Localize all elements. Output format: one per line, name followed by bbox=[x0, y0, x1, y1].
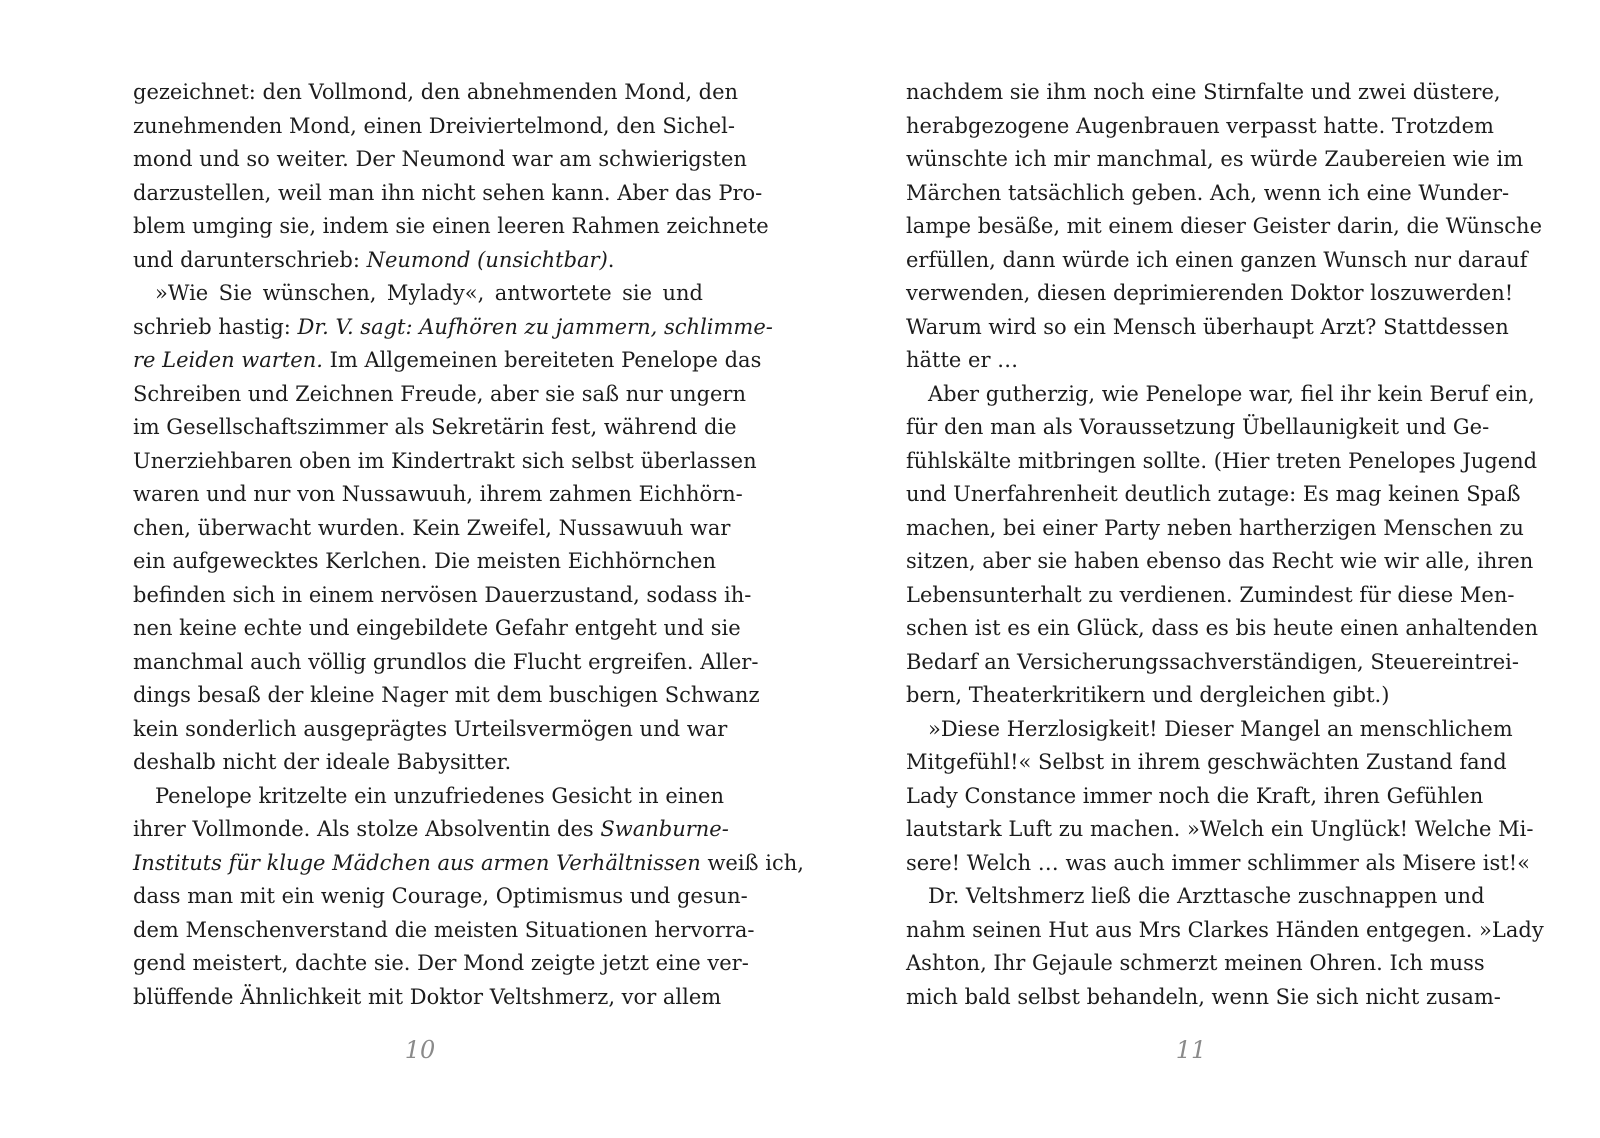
text-segment: Aber gutherzig, wie Penelope war, fiel ihr kein Beruf ein, bbox=[928, 381, 1535, 406]
text-line bbox=[133, 646, 759, 680]
text-line bbox=[906, 177, 1510, 211]
right-page bbox=[906, 76, 1544, 1014]
text-line bbox=[906, 478, 1521, 512]
text-segment: . bbox=[607, 247, 615, 272]
text-segment: herabgezogene Augenbrauen verpasst hatte. Trotzdem bbox=[906, 113, 1494, 138]
text-line bbox=[906, 311, 1509, 345]
text-segment: chen, überwacht wurden. Kein Zweifel, Nussawuuh war bbox=[133, 515, 731, 540]
italic-text: Dr. V. sagt: Aufhören zu jammern, schlimme- bbox=[297, 314, 773, 339]
italic-text: Instituts für kluge Mädchen aus armen Verhältnissen bbox=[133, 850, 701, 875]
text-segment: Unerziehbaren oben im Kindertrakt sich selbst überlassen bbox=[133, 448, 757, 473]
text-segment: wünschte ich mir manchmal, es würde Zaubereien wie im bbox=[906, 147, 1524, 171]
text-line bbox=[133, 579, 752, 613]
text-segment: waren und nur von Nussawuuh, ihrem zahmen Eichhörn- bbox=[133, 482, 743, 506]
text-segment: nen keine echte und eingebildete Gefahr entgeht und sie bbox=[133, 616, 741, 640]
text-line bbox=[906, 277, 1514, 311]
text-line bbox=[906, 445, 1538, 479]
text-line bbox=[133, 679, 760, 713]
text-segment: Warum wird so ein Mensch überhaupt Arzt? Stattdessen bbox=[906, 314, 1509, 339]
text-line bbox=[133, 981, 722, 1015]
italic-text: re Leiden warten. bbox=[133, 348, 323, 372]
text-line bbox=[133, 780, 724, 814]
text-segment: mond und so weiter. Der Neumond war am schwierigsten bbox=[133, 147, 747, 171]
text-line bbox=[133, 110, 735, 144]
text-line bbox=[133, 746, 703, 780]
text-line bbox=[133, 311, 773, 345]
text-segment: für den man als Voraussetzung Übellaunigkeit und Ge- bbox=[906, 415, 1490, 439]
text-line bbox=[906, 244, 1528, 278]
text-line bbox=[133, 478, 743, 512]
text-segment: hätte er … bbox=[906, 348, 1019, 372]
text-line bbox=[133, 378, 746, 412]
text-segment: Penelope kritzelte ein unzufriedenes Gesicht in einen bbox=[155, 783, 724, 808]
text-segment: gezeichnet: den Vollmond, den abnehmenden Mond, den bbox=[133, 80, 739, 104]
text-segment: bern, Theaterkritikern und dergleichen gibt.) bbox=[906, 683, 1390, 707]
text-line bbox=[133, 411, 737, 445]
text-segment: dem Menschenverstand die meisten Situationen hervorra- bbox=[133, 917, 755, 942]
text-segment: darzustellen, weil man ihn nicht sehen kann. Aber das Pro- bbox=[133, 180, 763, 205]
text-line bbox=[133, 880, 748, 914]
text-line bbox=[906, 780, 1484, 814]
text-line bbox=[133, 143, 747, 177]
text-line bbox=[906, 746, 1507, 780]
text-line bbox=[133, 76, 739, 110]
text-segment: und Unerfahrenheit deutlich zutage: Es mag keinen Spaß bbox=[906, 482, 1521, 506]
text-line bbox=[133, 713, 728, 747]
text-line bbox=[906, 411, 1490, 445]
text-line bbox=[133, 177, 763, 211]
text-segment: Im Allgemeinen bereiteten Penelope das bbox=[322, 348, 762, 372]
text-segment: Schreiben und Zeichnen Freude, aber sie saß nur ungern bbox=[133, 381, 746, 406]
text-segment: »Wie Sie wünschen, Mylady«, antwortete sie und bbox=[155, 281, 703, 305]
text-line bbox=[906, 210, 1543, 244]
text-segment: ihrer Vollmonde. Als stolze Absolventin des bbox=[133, 817, 601, 841]
text-segment: erfüllen, dann würde ich einen ganzen Wunsch nur darauf bbox=[906, 247, 1528, 272]
text-line bbox=[906, 344, 1476, 378]
text-line bbox=[906, 679, 1476, 713]
text-segment: mich bald selbst behandeln, wenn Sie sich nicht zusam- bbox=[906, 984, 1501, 1009]
text-segment: deshalb nicht der ideale Babysitter. bbox=[133, 750, 512, 774]
text-line bbox=[906, 646, 1519, 680]
text-segment: ein aufgewecktes Kerlchen. Die meisten Eichhörnchen bbox=[133, 549, 716, 573]
text-segment: lampe besäße, mit einem dieser Geister darin, die Wünsche bbox=[906, 214, 1543, 238]
text-line bbox=[906, 947, 1485, 981]
text-line bbox=[906, 713, 1513, 747]
text-line bbox=[906, 110, 1494, 144]
text-segment: »Diese Herzlosigkeit! Dieser Mangel an menschlichem bbox=[928, 716, 1513, 741]
text-line bbox=[906, 612, 1538, 646]
text-segment: sere! Welch … was auch immer schlimmer als Misere ist!« bbox=[906, 850, 1531, 875]
text-line bbox=[133, 277, 703, 311]
text-line bbox=[906, 981, 1501, 1015]
text-line bbox=[133, 210, 769, 244]
text-segment: dings besaß der kleine Nager mit dem buschigen Schwanz bbox=[133, 683, 760, 707]
text-segment: nahm seinen Hut aus Mrs Clarkes Händen entgegen. »Lady bbox=[906, 917, 1544, 942]
text-segment: machen, bei einer Party neben hartherzigen Menschen zu bbox=[906, 515, 1524, 540]
right-page-number: 11 bbox=[1175, 1036, 1207, 1064]
text-segment: Bedarf an Versicherungssachverständigen, Steuereintrei- bbox=[906, 649, 1519, 674]
text-segment: Mitgefühl!« Selbst in ihrem geschwächten Zustand fand bbox=[906, 750, 1507, 774]
text-segment: Lady Constance immer noch die Kraft, ihren Gefühlen bbox=[906, 783, 1484, 808]
text-segment: Lebensunterhalt zu verdienen. Zumindest für diese Men- bbox=[906, 582, 1515, 607]
text-line bbox=[906, 143, 1524, 177]
text-segment: verwenden, diesen deprimierenden Doktor loszuwerden! bbox=[906, 281, 1514, 305]
text-line bbox=[906, 880, 1485, 914]
text-line bbox=[133, 244, 703, 278]
left-page-text bbox=[133, 76, 804, 1014]
text-segment: lautstark Luft zu machen. »Welch ein Unglück! Welche Mi- bbox=[906, 817, 1534, 841]
text-line bbox=[906, 579, 1515, 613]
text-segment: schen ist es ein Glück, dass es bis heute einen anhaltenden bbox=[906, 616, 1538, 640]
text-line bbox=[133, 612, 741, 646]
text-line bbox=[906, 76, 1501, 110]
italic-text: Neumond (unsichtbar) bbox=[366, 247, 608, 272]
text-segment: sitzen, aber sie haben ebenso das Recht wie wir alle, ihren bbox=[906, 549, 1534, 573]
text-segment: schrieb hastig: bbox=[133, 314, 298, 339]
text-line bbox=[133, 947, 749, 981]
text-line bbox=[906, 512, 1524, 546]
text-segment: Ashton, Ihr Gejaule schmerzt meinen Ohren. Ich muss bbox=[906, 951, 1485, 975]
text-line bbox=[133, 813, 729, 847]
text-line bbox=[133, 847, 804, 881]
text-segment: manchmal auch völlig grundlos die Flucht ergreifen. Aller- bbox=[133, 649, 759, 674]
text-line bbox=[906, 813, 1534, 847]
text-segment: weiß ich, bbox=[700, 850, 804, 875]
text-segment: Dr. Veltshmerz ließ die Arzttasche zuschnappen und bbox=[928, 884, 1485, 908]
text-segment: im Gesellschaftszimmer als Sekretärin fest, während die bbox=[133, 415, 737, 439]
text-line bbox=[133, 545, 716, 579]
text-line bbox=[133, 445, 757, 479]
left-page bbox=[133, 76, 804, 1014]
text-line bbox=[906, 914, 1544, 948]
text-segment: blüffende Ähnlichkeit mit Doktor Veltshmerz, vor allem bbox=[133, 984, 722, 1009]
text-line bbox=[906, 378, 1535, 412]
text-segment: dass man mit ein wenig Courage, Optimismus und gesun- bbox=[133, 884, 748, 908]
left-page-number: 10 bbox=[404, 1036, 436, 1064]
text-segment: nachdem sie ihm noch eine Stirnfalte und zwei düstere, bbox=[906, 80, 1501, 104]
text-line bbox=[906, 847, 1531, 881]
text-segment: befinden sich in einem nervösen Dauerzustand, sodass ih- bbox=[133, 582, 752, 607]
text-line bbox=[906, 545, 1534, 579]
text-segment: blem umging sie, indem sie einen leeren Rahmen zeichnete bbox=[133, 214, 769, 238]
text-segment: gend meistert, dachte sie. Der Mond zeigte jetzt eine ver- bbox=[133, 951, 749, 975]
text-segment: zunehmenden Mond, einen Dreiviertelmond, den Sichel- bbox=[133, 113, 735, 138]
text-segment: und darunterschrieb: bbox=[133, 247, 367, 272]
text-segment: Märchen tatsächlich geben. Ach, wenn ich eine Wunder- bbox=[906, 180, 1510, 205]
text-line bbox=[133, 914, 755, 948]
italic-text: Swanburne- bbox=[600, 817, 729, 841]
text-line bbox=[133, 512, 731, 546]
text-segment: kein sonderlich ausgeprägtes Urteilsvermögen und war bbox=[133, 716, 728, 741]
right-page-text bbox=[906, 76, 1544, 1014]
text-segment: fühlskälte mitbringen sollte. (Hier treten Penelopes Jugend bbox=[906, 448, 1538, 473]
text-line bbox=[133, 344, 762, 378]
